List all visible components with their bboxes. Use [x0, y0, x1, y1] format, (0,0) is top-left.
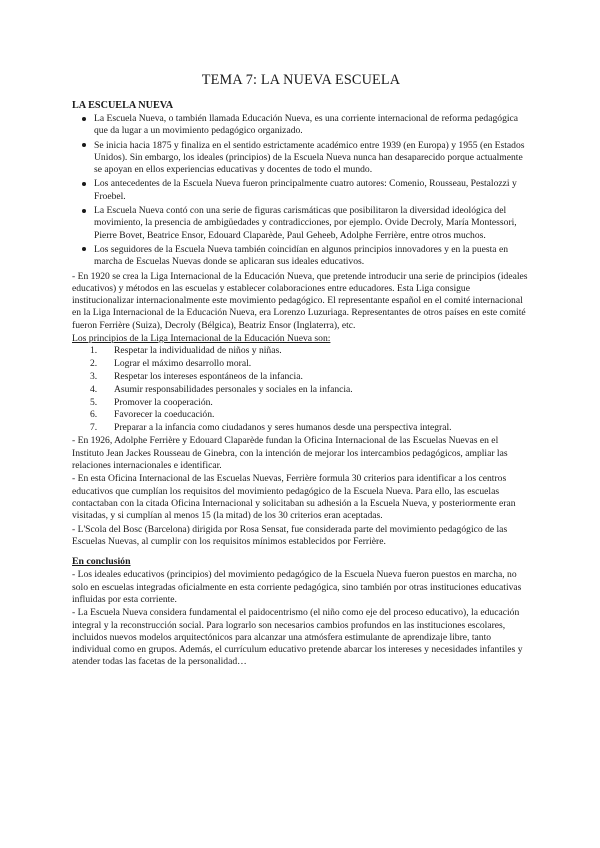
bullet-item — [72, 205, 530, 242]
paragraph-1926: - En 1926, Adolphe Ferrière y Edouard Claparède fundan la Oficina Internacional de las Escuelas Nuevas en el Instituto Jean Jackes Rousseau de Ginebra, con la intención de mejorar los intercambios pedagógicos, ampliar las relaciones internacionales e identificar. — [72, 435, 508, 472]
bullet-item — [72, 140, 530, 177]
principle-text: Favorecer la coeducación. — [114, 409, 215, 421]
conclusion-heading: En conclusión — [72, 556, 131, 568]
bullet-text: Los antecedentes de la Escuela Nueva fueron principalmente cuatro autores: Comenio, Rousseau, Pestalozzi y Froebel. — [94, 178, 517, 202]
principles-heading: Los principios de la Liga Internacional de la Educación Nueva son: — [72, 333, 331, 345]
bullet-item — [72, 244, 530, 269]
bullet-text: La Escuela Nueva contó con una serie de figuras carismáticas que posibilitaron la diversidad ideológica del movimiento, la presencia de ambigüedades y contradicciones, por ejemplo. Ovide Decroly, María Montessori, Pierre Bovet, Beatrice Ensor, Edouard Claparède, Paul Geheeb, Adolphe Ferrière, entre otros muchos. — [94, 205, 517, 241]
principle-text: Preparar a la infancia como ciudadanos y seres humanos desde una perspectiva integral. — [114, 422, 452, 434]
principle-text: Promover la cooperación. — [114, 396, 213, 408]
principle-item — [72, 384, 530, 396]
bullet-dot-icon — [82, 117, 86, 121]
section-heading: LA ESCUELA NUEVA — [72, 100, 174, 111]
principle-number: 2. — [90, 358, 98, 370]
bullet-item — [72, 178, 530, 203]
intro-bullet-list — [72, 113, 530, 269]
conclusion-paragraph-1: - Los ideales educativos (principios) del movimiento pedagógico de la Escuela Nueva fueron puestos en marcha, no solo en escuelas integradas oficialmente en esta corriente pedagógica, sino también por otras instituciones educativas influidas por esta corriente. — [72, 569, 522, 605]
principle-number: 1. — [90, 345, 98, 357]
principle-text: Asumir responsabilidades personales y sociales en la infancia. — [114, 383, 353, 395]
principle-item — [72, 397, 530, 409]
principles-list — [72, 345, 530, 434]
principle-number: 6. — [90, 409, 98, 421]
principle-text: Lograr el máximo desarrollo moral. — [114, 358, 252, 370]
principle-text: Respetar la individualidad de niños y niñas. — [114, 345, 282, 357]
principle-item — [72, 422, 530, 434]
bullet-dot-icon — [82, 247, 86, 251]
bullet-dot-icon — [82, 182, 86, 186]
principle-item — [72, 409, 530, 421]
paragraph-1920: - En 1920 se crea la Liga Internacional de la Educación Nueva, que pretende introducir una serie de principios (ideales educativos) y métodos en las escuelas y establecer colaboraciones entre educadores. Esta Liga consigue institucionalizar internacionalmente este movimiento pedagógico. El representante español en el comité internacional en la Liga Internacional de la Educación Nueva, era Lorenzo Luzuriaga. Representantes de otros países en este comité fueron Ferrière (Suiza), Decroly (Bélgica), Beatriz Ensor (Inglaterra), etc. — [72, 270, 528, 331]
principle-item — [72, 358, 530, 370]
principle-number: 5. — [90, 396, 98, 408]
principle-item — [72, 345, 530, 357]
bullet-text: La Escuela Nueva, o también llamada Educación Nueva, es una corriente internacional de reforma pedagógica que da lugar a un movimiento pedagógico organizado. — [94, 113, 519, 137]
bullet-dot-icon — [82, 143, 86, 147]
paragraph-oficina: - En esta Oficina Internacional de las Escuelas Nuevas, Ferrière formula 30 criterios para identificar a los centros educativos que cumplían los requisitos del movimiento pedagógico de la Escuela Nueva. Para ello, las escuelas contactaban con la citada Oficina Internacional y solicitaban su adhesión a la Escuela Nueva, y posteriormente eran visitadas, y si cumplían al menos 15 (la mitad) de los 30 criterios eran aceptadas. — [72, 473, 516, 522]
principle-number: 3. — [90, 370, 98, 382]
principle-item — [72, 371, 530, 383]
bullet-text: Los seguidores de la Escuela Nueva también coincidían en algunos principios innovadores y en la puesta en marcha de Escuelas Nuevas donde se aplicaran sus ideales educativos. — [94, 243, 509, 268]
principle-text: Respetar los intereses espontáneos de la infancia. — [114, 370, 303, 382]
principle-number: 7. — [90, 422, 98, 434]
bullet-item — [72, 113, 530, 138]
paragraph-scola-del-bosc: - L'Scola del Bosc (Barcelona) dirigida por Rosa Sensat, fue considerada parte del movimiento pedagógico de las Escuelas Nuevas, al cumplir con los requisitos mínimos establecidos por Ferrière. — [72, 523, 508, 547]
conclusion-paragraph-2: - La Escuela Nueva considera fundamental el paidocentrismo (el niño como eje del proceso educativo), la educación integral y la reconstrucción social. Para lograrlo son necesarios cambios profundos en las instituciones escolares, incluidos nuevos modelos arquitectónicos para alcanzar una atmósfera estimulante de aprendizaje libre, tanto individual como en grupos. Además, el currículum educativo pretende abarcar los intereses y necesidades infantiles y atender todas las facetas de la personalidad… — [72, 607, 523, 668]
bullet-text: Se inicia hacia 1875 y finaliza en el sentido estrictamente académico entre 1939 (en Europa) y 1955 (en Estados Unidos). Sin embargo, los ideales (principios) de la Escuela Nueva nunca han desaparecido porque actualmente se apoyan en ellos experiencias educativas y docentes de todo el mundo. — [94, 139, 525, 176]
principle-number: 4. — [90, 383, 98, 395]
bullet-dot-icon — [82, 209, 86, 213]
document-title: TEMA 7: LA NUEVA ESCUELA — [201, 72, 401, 88]
